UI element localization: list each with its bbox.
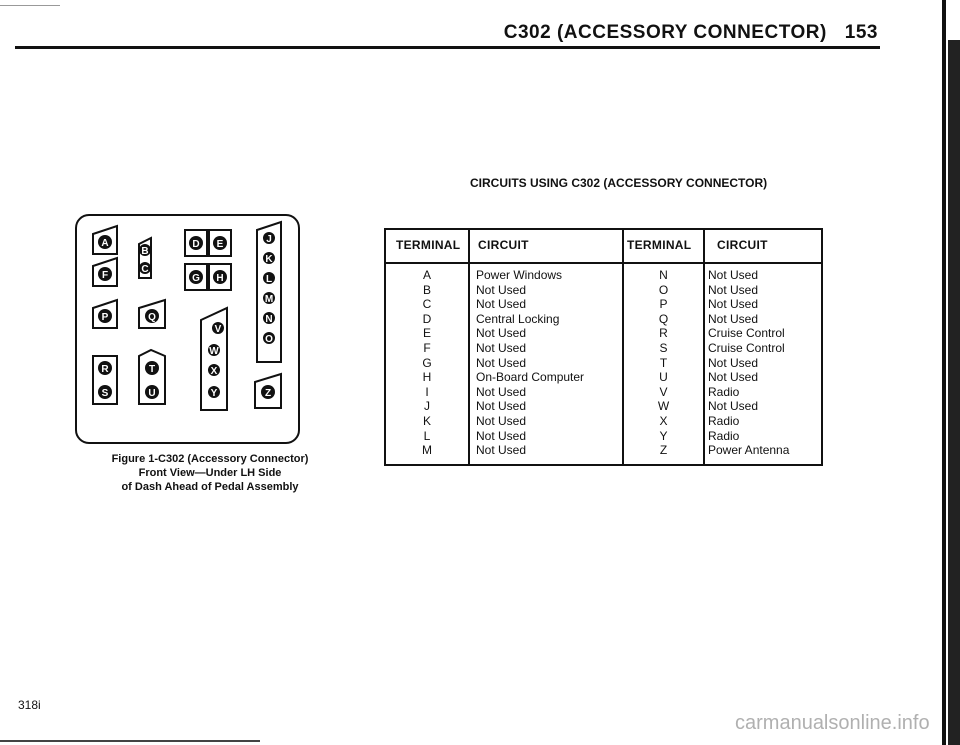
table-cell: H	[422, 370, 432, 385]
page-number: 153	[844, 22, 878, 43]
svg-text:O: O	[265, 334, 273, 345]
table-cell: J	[424, 399, 430, 414]
figure-caption	[75, 452, 345, 494]
table-cell: Radio	[708, 413, 740, 428]
right-terminal-column	[624, 268, 703, 458]
page-edge-binding	[948, 40, 960, 745]
table-cell: Not Used	[476, 428, 527, 443]
table-cell: Not Used	[708, 355, 759, 370]
table-cell: U	[659, 370, 668, 385]
table-cell: Cruise Control	[708, 326, 785, 341]
terminal-q	[145, 309, 159, 323]
svg-text:T: T	[148, 364, 156, 375]
table-cell: Not Used	[476, 399, 527, 414]
header-circuit-2: CIRCUIT	[717, 238, 768, 252]
circuits-table	[384, 228, 823, 466]
svg-text:H: H	[216, 273, 224, 284]
terminal-f	[98, 267, 112, 281]
connector-drawing	[77, 216, 298, 442]
table-cell: Not Used	[708, 297, 759, 312]
model-label: 318i	[18, 698, 41, 712]
terminal-l	[263, 272, 275, 285]
table-cell: N	[659, 268, 668, 282]
table-cell: Not Used	[708, 370, 759, 385]
table-cell: Not Used	[476, 297, 527, 312]
svg-text:J: J	[266, 234, 272, 245]
caption-line-1: Figure 1-C302 (Accessory Connector)	[111, 453, 309, 465]
table-cell: F	[423, 340, 431, 355]
terminal-y	[208, 386, 220, 399]
terminal-z	[261, 385, 275, 399]
terminal-k	[263, 252, 275, 265]
table-cell: Power Antenna	[708, 443, 790, 458]
terminal-x	[208, 364, 220, 377]
terminal-d	[189, 236, 203, 250]
page-header	[504, 22, 878, 44]
table-cell: Not Used	[476, 326, 527, 341]
header-rule	[15, 46, 880, 49]
table-cell: E	[422, 326, 431, 341]
caption-line-2: Front View—Under LH Side	[138, 467, 282, 479]
table-cell: A	[422, 268, 431, 282]
table-header-rule	[386, 262, 821, 264]
header-title: C302 (ACCESSORY CONNECTOR)	[503, 22, 827, 43]
table-cell: Y	[659, 428, 668, 443]
table-cell: Not Used	[476, 384, 527, 399]
svg-text:V: V	[214, 324, 222, 335]
header-terminal-2: TERMINAL	[627, 238, 692, 252]
svg-text:M: M	[264, 294, 274, 305]
right-circuit-column	[708, 268, 789, 458]
table-cell: I	[425, 384, 429, 399]
table-cell: Not Used	[476, 282, 527, 297]
table-cell: R	[659, 326, 668, 341]
svg-text:K: K	[265, 254, 273, 265]
terminal-b	[139, 244, 151, 257]
table-cell: O	[658, 282, 669, 297]
terminal-j	[263, 232, 275, 245]
svg-text:S: S	[101, 388, 109, 399]
table-cell: Not Used	[708, 268, 759, 282]
table-cell: Radio	[708, 384, 740, 399]
table-cell: Not Used	[476, 340, 527, 355]
svg-text:F: F	[101, 270, 109, 281]
table-divider-3	[703, 230, 705, 464]
terminal-n	[263, 312, 275, 325]
table-cell: Not Used	[708, 399, 759, 414]
table-cell: S	[659, 340, 668, 355]
terminal-t	[145, 361, 159, 375]
table-cell: On-Board Computer	[476, 370, 585, 385]
table-cell: Power Windows	[476, 268, 563, 282]
table-cell: Radio	[708, 428, 740, 443]
terminal-s	[98, 385, 112, 399]
left-terminal-column	[386, 268, 468, 458]
svg-text:Z: Z	[264, 388, 272, 399]
terminal-e	[213, 236, 227, 250]
table-cell: X	[659, 413, 668, 428]
table-cell: W	[657, 399, 670, 414]
table-cell: Central Locking	[476, 311, 560, 326]
terminal-r	[98, 361, 112, 375]
table-cell: Not Used	[476, 355, 527, 370]
terminal-v	[212, 322, 224, 335]
svg-text:U: U	[148, 388, 156, 399]
svg-text:D: D	[192, 239, 200, 250]
terminal-c	[139, 262, 151, 275]
svg-text:P: P	[101, 312, 109, 323]
svg-text:N: N	[265, 314, 273, 325]
header-circuit: CIRCUIT	[478, 238, 529, 252]
table-cell: D	[422, 311, 432, 326]
svg-text:A: A	[101, 238, 109, 249]
svg-text:C: C	[141, 264, 149, 275]
table-cell: K	[422, 413, 431, 428]
table-cell: T	[659, 355, 668, 370]
terminal-g	[189, 270, 203, 284]
table-cell: V	[659, 384, 668, 399]
table-cell: Q	[658, 311, 669, 326]
svg-text:R: R	[101, 364, 109, 375]
terminal-p	[98, 309, 112, 323]
svg-text:E: E	[216, 239, 224, 250]
svg-text:X: X	[210, 366, 218, 377]
svg-text:G: G	[192, 273, 200, 284]
svg-text:Y: Y	[210, 388, 218, 399]
svg-text:W: W	[209, 346, 219, 357]
terminal-u	[145, 385, 159, 399]
table-cell: Not Used	[476, 413, 527, 428]
table-cell: P	[659, 297, 668, 312]
table-cell: Z	[659, 443, 668, 458]
svg-text:B: B	[141, 246, 149, 257]
watermark: carmanualsonline.info	[735, 712, 930, 734]
table-cell: Cruise Control	[708, 340, 785, 355]
header-terminal: TERMINAL	[396, 238, 461, 252]
left-circuit-column	[476, 268, 584, 458]
table-cell: Not Used	[708, 311, 759, 326]
table-divider-1	[468, 230, 470, 464]
terminal-m	[263, 292, 275, 305]
bottom-rule	[0, 740, 260, 742]
table-cell: C	[422, 297, 432, 312]
table-cell: Not Used	[708, 282, 759, 297]
terminal-w	[208, 344, 220, 357]
section-title: CIRCUITS USING C302 (ACCESSORY CONNECTOR)	[470, 176, 768, 190]
svg-text:L: L	[265, 274, 273, 285]
terminal-a	[98, 235, 112, 249]
page-edge-shadow	[942, 0, 946, 745]
table-cell: L	[423, 428, 431, 443]
table-cell: M	[422, 443, 432, 458]
terminal-h	[213, 270, 227, 284]
caption-line-3: of Dash Ahead of Pedal Assembly	[121, 481, 299, 493]
svg-text:Q: Q	[148, 312, 156, 323]
top-edge-line	[0, 5, 60, 6]
connector-diagram	[75, 214, 300, 444]
table-cell: B	[422, 282, 431, 297]
table-cell: G	[422, 355, 432, 370]
terminal-o	[263, 332, 275, 345]
table-cell: Not Used	[476, 443, 527, 458]
